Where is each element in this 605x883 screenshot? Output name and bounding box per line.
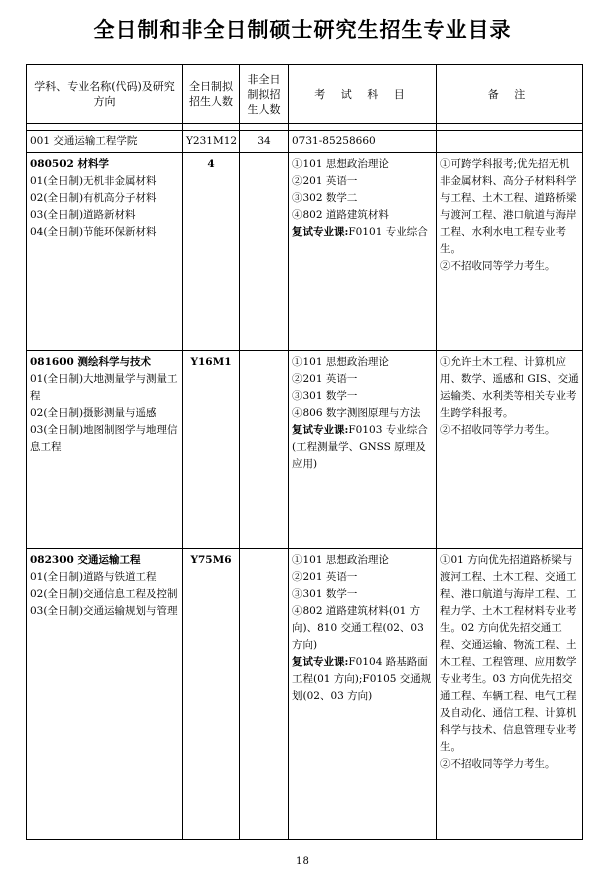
header-notes: 备 注: [437, 65, 583, 124]
exam-item: ④802 道路建筑材料(01 方向)、810 交通工程(02、03 方向): [292, 605, 424, 651]
major-parttime: [240, 549, 289, 840]
school-parttime: 34: [240, 131, 289, 153]
major-notes-cell: [437, 351, 583, 549]
major-exams-cell: [289, 351, 437, 549]
research-direction: 04(全日制)节能环保新材料: [30, 226, 157, 238]
note-item: ①可跨学科报考;优先招无机非金属材料、高分子材料科学与工程、土木工程、道路桥梁与渡河工程、港口航道与海岸工程、水利水电工程专业考生。: [440, 158, 577, 255]
note-item: ②不招收同等学力考生。: [440, 260, 556, 272]
exam-item: ④806 数字测图原理与方法: [292, 407, 421, 419]
exam-item: ①101 思想政治理论: [292, 554, 389, 566]
major-exams-cell: [289, 549, 437, 840]
school-fulltime: Y231M12: [183, 131, 240, 153]
major-fulltime: Y75M6: [183, 549, 240, 840]
retest-subject: F0104 路基路面工程(01 方向);F0105 交通规划(02、03 方向): [292, 656, 432, 702]
major-subject-cell: [27, 351, 183, 549]
page-title: 全日制和非全日制硕士研究生招生专业目录: [93, 18, 512, 42]
major-exams-cell: [289, 153, 437, 351]
table-row: [27, 351, 583, 549]
research-direction: 02(全日制)摄影测量与遥感: [30, 407, 157, 419]
retest-subject: F0101 专业综合: [348, 226, 428, 238]
major-notes-cell: [437, 549, 583, 840]
header-exams: 考 试 科 目: [289, 65, 437, 124]
note-item: ①01 方向优先招道路桥梁与渡河工程、土木工程、交通工程、港口航道与海岸工程、工程力学、土木工程材料专业考生。02 方向优先招交通工程、交通运输、物流工程、土木工程、工程管理、应用数学专业考生。03 方向优先招交通工程、车辆工程、电气工程及自动化、通信工程、计算机科学与技术、信息管理专业考生。: [440, 554, 577, 753]
major-fulltime: Y16M1: [183, 351, 240, 549]
exam-item: ①101 思想政治理论: [292, 158, 389, 170]
catalog-table: [26, 64, 583, 840]
exam-item: ③301 数学一: [292, 588, 358, 600]
major-notes-cell: [437, 153, 583, 351]
research-direction: 01(全日制)道路与铁道工程: [30, 571, 157, 583]
major-code-name: 082300 交通运输工程: [30, 554, 141, 566]
note-item: ②不招收同等学力考生。: [440, 758, 556, 770]
school-notes: [437, 131, 583, 153]
major-fulltime: 4: [183, 153, 240, 351]
exam-item: ③302 数学二: [292, 192, 358, 204]
research-direction: 02(全日制)有机高分子材料: [30, 192, 157, 204]
exam-item: ③301 数学一: [292, 390, 358, 402]
research-direction: 03(全日制)道路新材料: [30, 209, 136, 221]
table-row: [27, 153, 583, 351]
header-fulltime: 全日制拟招生人数: [183, 65, 240, 124]
school-row: [27, 131, 583, 153]
page-number: 18: [296, 856, 309, 867]
spacer-row: [27, 124, 583, 131]
research-direction: 02(全日制)交通信息工程及控制: [30, 588, 178, 600]
research-direction: 01(全日制)大地测量学与测量工程: [30, 373, 178, 402]
major-subject-cell: [27, 549, 183, 840]
note-item: ②不招收同等学力考生。: [440, 424, 556, 436]
major-parttime: [240, 153, 289, 351]
major-parttime: [240, 351, 289, 549]
major-code-name: 080502 材料学: [30, 158, 109, 170]
research-direction: 03(全日制)交通运输规划与管理: [30, 605, 178, 617]
major-subject-cell: [27, 153, 183, 351]
header-subject: 学科、专业名称(代码)及研究方向: [27, 65, 183, 124]
research-direction: 01(全日制)无机非金属材料: [30, 175, 157, 187]
school-phone: 0731-85258660: [289, 131, 437, 153]
exam-item: ①101 思想政治理论: [292, 356, 389, 368]
note-item: ①允许土木工程、计算机应用、数学、遥感和 GIS、交通运输类、水利类等相关专业考生跨学科报考。: [440, 356, 579, 419]
research-direction: 03(全日制)地图制图学与地理信息工程: [30, 424, 178, 453]
retest-label: 复试专业课:: [292, 656, 349, 668]
school-name: 001 交通运输工程学院: [27, 131, 183, 153]
table-header-row: [27, 65, 583, 124]
exam-item: ②201 英语一: [292, 373, 358, 385]
retest-label: 复试专业课:: [292, 226, 349, 238]
exam-item: ②201 英语一: [292, 175, 358, 187]
major-code-name: 081600 测绘科学与技术: [30, 356, 151, 368]
header-parttime: 非全日制拟招生人数: [240, 65, 289, 124]
exam-item: ④802 道路建筑材料: [292, 209, 389, 221]
retest-label: 复试专业课:: [292, 424, 349, 436]
table-row: [27, 549, 583, 840]
retest-subject: F0103 专业综合(工程测量学、GNSS 原理及应用): [292, 424, 428, 470]
exam-item: ②201 英语一: [292, 571, 358, 583]
